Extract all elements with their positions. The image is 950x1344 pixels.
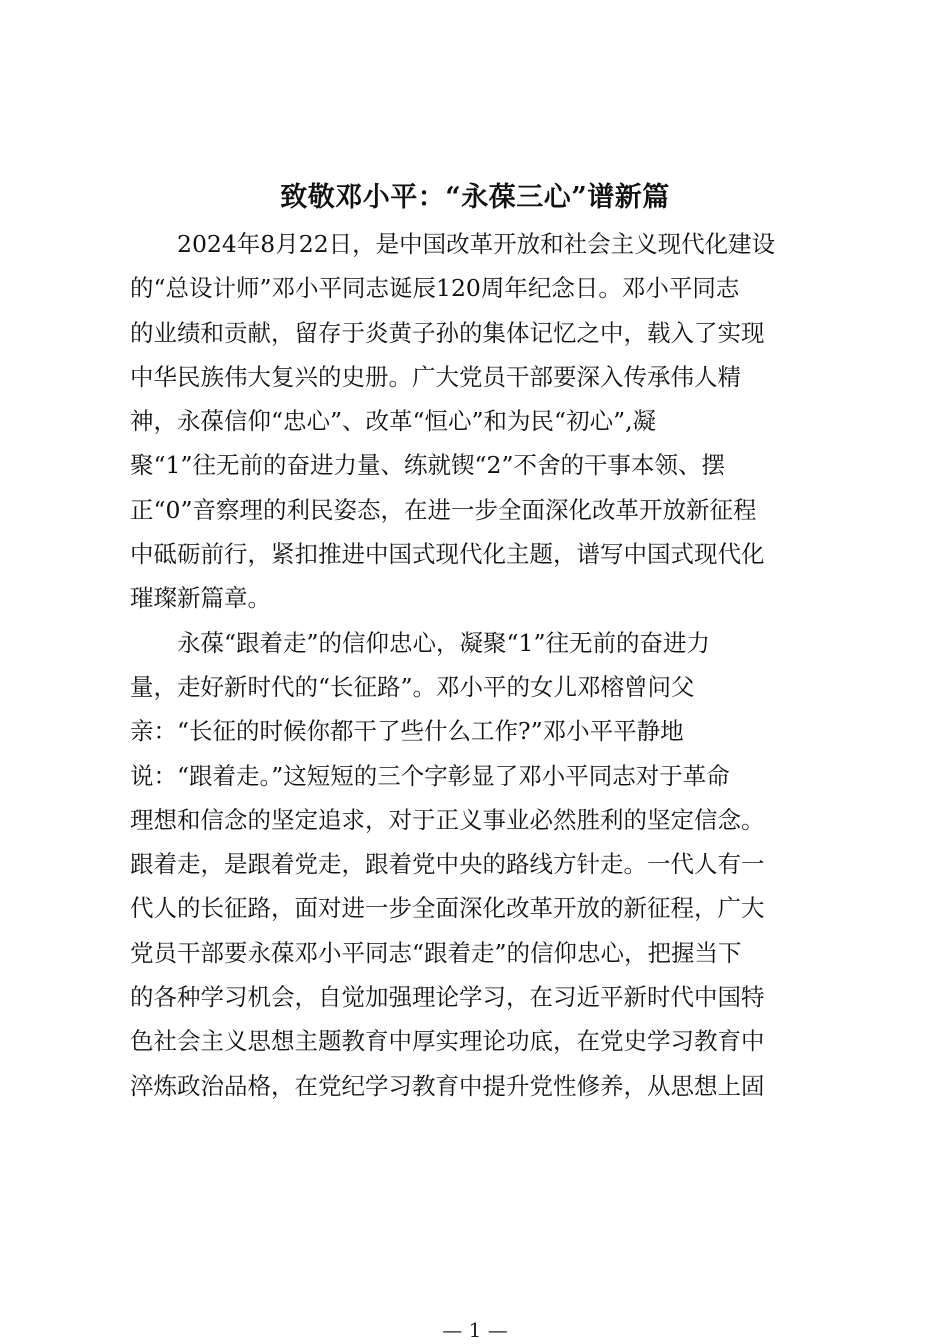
- text-line: 说：“跟着走。”这短短的三个字彰显了邓小平同志对于革命: [130, 761, 730, 790]
- document-body: [130, 222, 830, 1108]
- page-number: — 1 —: [442, 1318, 508, 1342]
- text-line: 2024年8月22日，是中国改革开放和社会主义现代化建设: [177, 230, 776, 258]
- text-line: 神，永葆信仰“忠心”、改革“恒心”和为民“初心”,凝: [130, 407, 657, 436]
- text-line: 的“总设计师”邓小平同志诞辰120周年纪念日。邓小平同志: [130, 274, 740, 303]
- text-line: 永葆“跟着走”的信仰忠心，凝聚“1”往无前的奋进力: [177, 628, 711, 657]
- text-line: 亲：“长征的时候你都干了些什么工作?”邓小平平静地: [130, 717, 684, 746]
- text-line: 正“0”音察理的利民姿态，在进一步全面深化改革开放新征程: [130, 495, 757, 524]
- paragraph-2: [130, 621, 830, 1108]
- text-line: 的各种学习机会，自觉加强理论学习，在习近平新时代中国特: [130, 983, 765, 1012]
- document-title: 致敬邓小平：“永葆三心”谱新篇: [280, 182, 670, 213]
- text-line: 理想和信念的坚定追求，对于正义事业必然胜利的坚定信念。: [130, 805, 765, 834]
- text-line: 的业绩和贡献，留存于炎黄子孙的集体记忆之中，载入了实现: [130, 318, 765, 347]
- paragraph-1: [130, 222, 830, 621]
- text-line: 淬炼政治品格，在党纪学习教育中提升党性修养，从思想上固: [130, 1071, 765, 1100]
- text-line: 中华民族伟大复兴的史册。广大党员干部要深入传承伟人精: [130, 362, 741, 391]
- text-line: 党员干部要永葆邓小平同志“跟着走”的信仰忠心，把握当下: [130, 938, 742, 967]
- text-line: 跟着走，是跟着党走，跟着党中央的路线方针走。一代人有一: [130, 850, 765, 879]
- text-line: 中砥砺前行，紧扣推进中国式现代化主题，谱写中国式现代化: [130, 540, 765, 569]
- text-line: 代人的长征路，面对进一步全面深化改革开放的新征程，广大: [130, 894, 765, 923]
- text-line: 色社会主义思想主题教育中厚实理论功底，在党史学习教育中: [130, 1027, 765, 1056]
- text-line: 璀璨新篇章。: [130, 584, 271, 613]
- text-line: 量，走好新时代的“长征路”。邓小平的女儿邓榕曾问父: [130, 672, 695, 701]
- text-line: 聚“1”往无前的奋进力量、练就锲“2”不舍的干事本领、摆: [130, 451, 725, 480]
